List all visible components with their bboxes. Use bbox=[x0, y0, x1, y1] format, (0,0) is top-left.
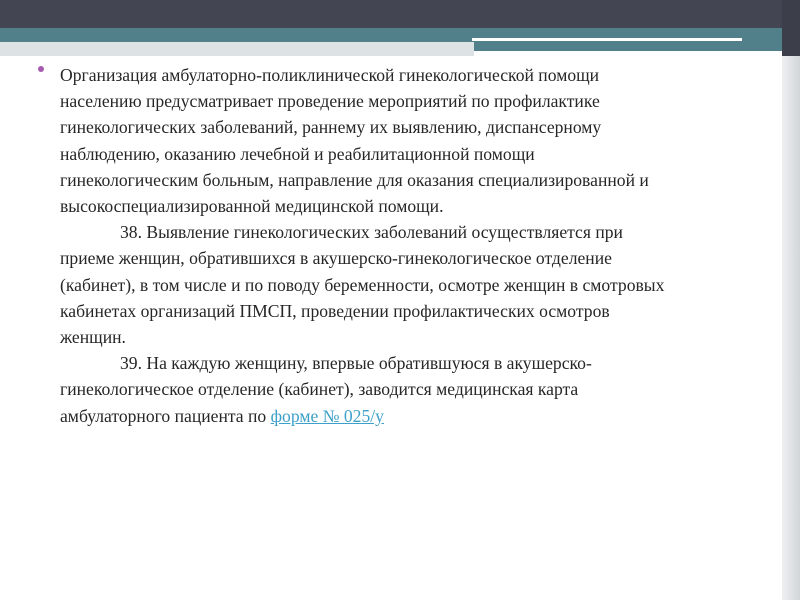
slide-right-edge-top bbox=[782, 0, 800, 56]
header-band-accent bbox=[474, 42, 782, 56]
form-025-link[interactable]: форме № 025/у bbox=[270, 405, 384, 426]
header-divider-line bbox=[472, 38, 742, 41]
bullet-icon bbox=[38, 66, 44, 72]
paragraph-organization: Организация амбулаторно-поликлинической гинекологической помощи населению предусматривает проведение мероприятий по профилактике гинекологических заболеваний, раннему их выявлению, диспансерному наблюдению, оказанию лечебной и реабилитационной помощи гинекологическим больным, направление для оказания специализированной и высокоспециализированной медицинской помощи. bbox=[60, 65, 649, 217]
header-band-light bbox=[0, 42, 474, 56]
slide-body-text bbox=[60, 62, 670, 429]
paragraph-39-text: 39. На каждую женщину, впервые обратившуюся в акушерско-гинекологическое отделение (кабинет), заводится медицинская карта амбулаторного пациента по bbox=[60, 353, 592, 426]
slide-right-edge bbox=[782, 0, 800, 600]
header-band-dark bbox=[0, 0, 782, 28]
paragraph-39 bbox=[60, 350, 670, 429]
paragraph-38: 38. Выявление гинекологических заболеваний осуществляется при приеме женщин, обратившихся в акушерско-гинекологическое отделение (кабинет), в том числе и по поводу беременности, осмотре женщин в смотровых кабинетах организаций ПМСП, проведении профилактических осмотров женщин. bbox=[60, 222, 665, 348]
